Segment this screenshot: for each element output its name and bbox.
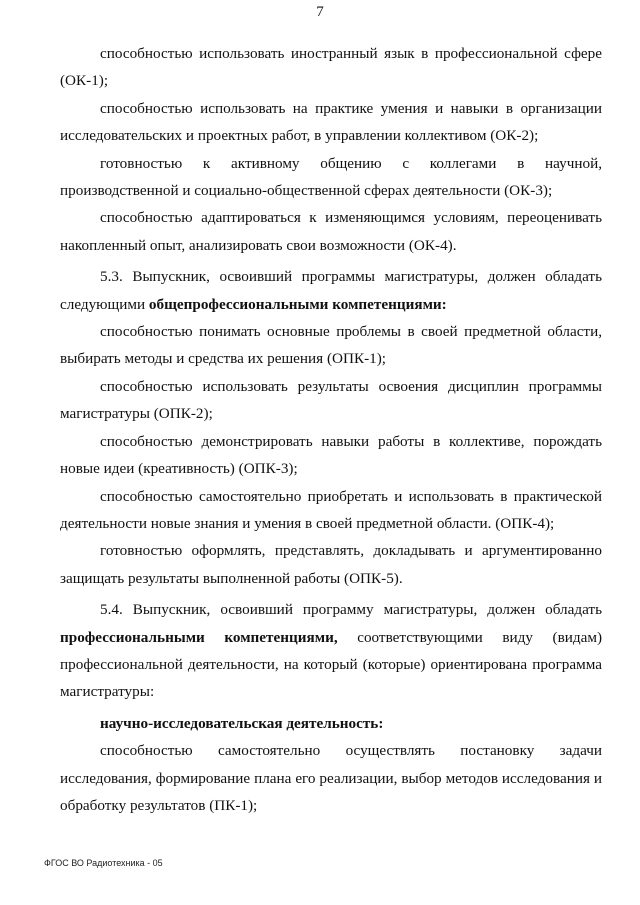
section-5-3-text: 5.3. Выпускник, освоивший программы магистратуры, должен обладать следующими bbox=[60, 268, 602, 313]
competency-opk4: способностью самостоятельно приобретать и использовать в практической деятельности новые знания и умения в своей предметной области. (ОПК-4); bbox=[60, 487, 602, 532]
document-body bbox=[60, 40, 602, 819]
section-5-4 bbox=[60, 596, 602, 706]
section-5-4-text: 5.4. Выпускник, освоивший программу магистратуры, должен обладать bbox=[100, 601, 602, 619]
activity-heading bbox=[60, 710, 602, 737]
footer-label: ФГОС ВО Радиотехника - 05 bbox=[44, 858, 163, 868]
competency-ok2: способностью использовать на практике умения и навыки в организации исследовательских и проектных работ, в управлении коллективом (ОК-2); bbox=[60, 99, 602, 145]
competency-ok4: способностью адаптироваться к изменяющимся условиям, переоценивать накопленный опыт, анализировать свои возможности (ОК-4). bbox=[60, 209, 602, 254]
section-5-3 bbox=[60, 263, 602, 318]
competency-opk1: способностью понимать основные проблемы в своей предметной области, выбирать методы и средства их решения (ОПК-1); bbox=[60, 323, 602, 368]
section-5-3-bold: общепрофессиональными компетенциями: bbox=[148, 295, 447, 313]
competency-opk2: способностью использовать результаты освоения дисциплин программы магистратуры (ОПК-2); bbox=[60, 377, 602, 423]
competency-pk1: способностью самостоятельно осуществлять постановку задачи исследования, формирование плана его реализации, выбор методов исследования и обработку результатов (ПК-1); bbox=[60, 742, 602, 814]
competency-ok3: готовностью к активному общению с коллегами в научной, производственной и социально-общественной сферах деятельности (ОК-3); bbox=[60, 154, 602, 200]
page-number: 7 bbox=[316, 4, 324, 20]
section-5-4-text-after: соответствующими виду (видам) профессиональной деятельности, на который (которые) ориентирована программа магистратуры: bbox=[60, 628, 603, 701]
competency-opk5: готовностью оформлять, представлять, докладывать и аргументированно защищать результаты выполненной работы (ОПК-5). bbox=[60, 542, 602, 587]
activity-heading-text: научно-исследовательская деятельность: bbox=[100, 714, 384, 732]
competency-ok1: способностью использовать иностранный язык в профессиональной сфере (ОК-1); bbox=[60, 45, 602, 90]
competency-opk3: способностью демонстрировать навыки работы в коллективе, порождать новые идеи (креативность) (ОПК-3); bbox=[60, 432, 602, 478]
section-5-4-bold: профессиональными компетенциями, bbox=[60, 628, 338, 646]
